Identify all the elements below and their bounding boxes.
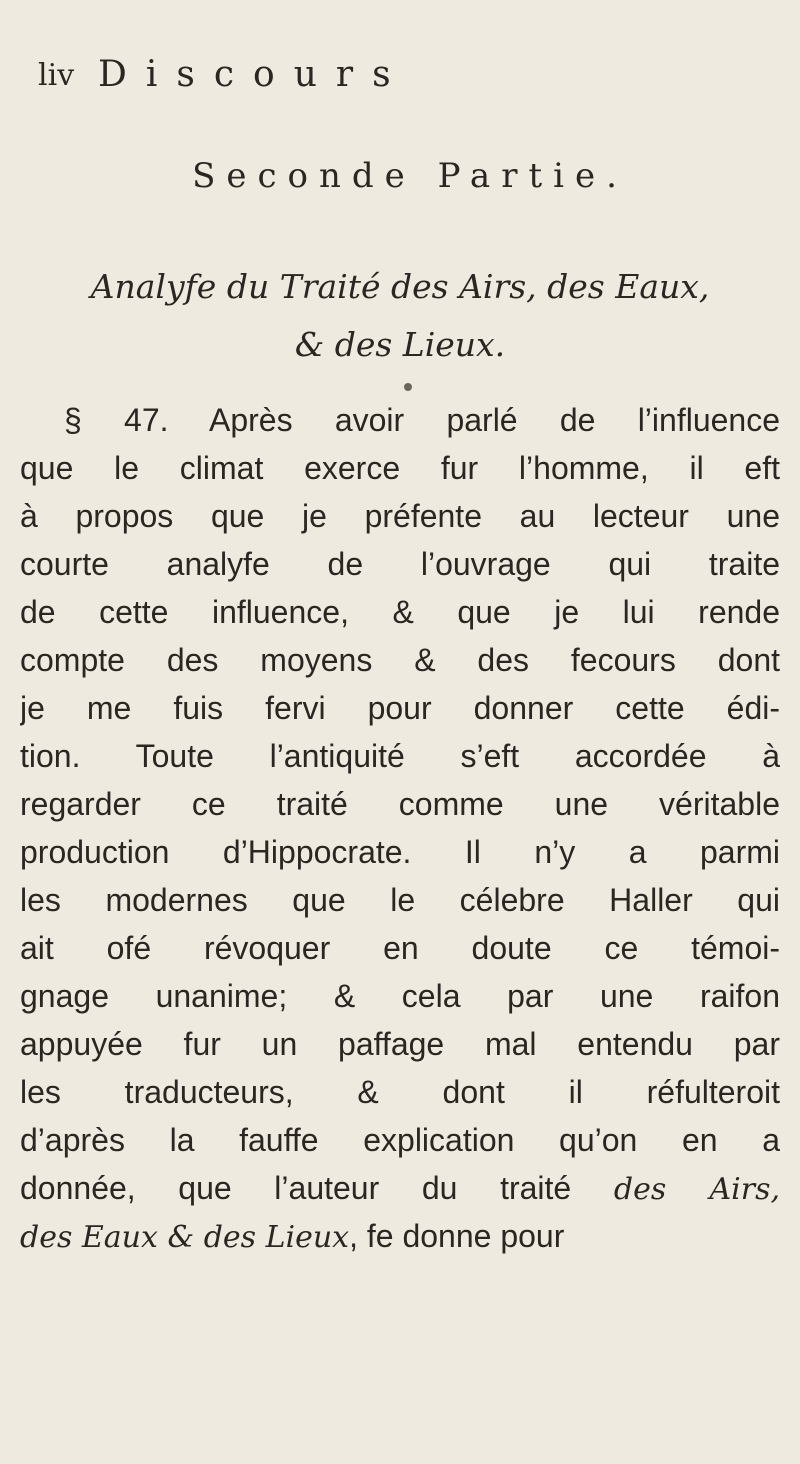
text-line: compte des moyens & des fecours dont — [20, 642, 780, 678]
italic-title-segment: des Airs, — [613, 1172, 780, 1207]
subtitle-line-1: Analyfe du Traité des Airs, des Eaux, — [90, 267, 710, 306]
subtitle-line-2: & des Lieux. — [294, 325, 506, 364]
text-line: les traducteurs, & dont il réfulteroit — [20, 1074, 780, 1110]
text-line: tion. Toute l’antiquité s’eft accordée à — [20, 738, 780, 774]
text-segment: donnée, que l’auteur du traité — [20, 1170, 572, 1206]
ornament-dot — [404, 383, 412, 391]
text-line: d’après la fauffe explication qu’on en a — [20, 1122, 780, 1158]
text-line: appuyée fur un paffage mal entendu par — [20, 1026, 780, 1062]
text-line: que le climat exerce fur l’homme, il eft — [20, 450, 780, 486]
page-number: liv — [38, 58, 75, 93]
text-line: courte analyfe de l’ouvrage qui traite — [20, 546, 780, 582]
section-title: Seconde Partie. — [192, 156, 628, 196]
text-line: ait ofé révoquer en doute ce témoi- — [20, 930, 780, 966]
text-segment: , fe donne pour — [349, 1218, 565, 1254]
section-subtitle — [40, 258, 760, 374]
body-paragraph — [20, 396, 780, 1260]
running-title: Discours — [98, 54, 410, 95]
text-line: de cette influence, & que je lui rende — [20, 594, 780, 630]
text-line: à propos que je préfente au lecteur une — [20, 498, 780, 534]
text-line-mixed — [20, 1212, 780, 1260]
text-line: je me fuis fervi pour donner cette édi- — [20, 690, 780, 726]
text-line: § 47. Après avoir parlé de l’influence — [64, 402, 780, 438]
text-line: regarder ce traité comme une véritable — [20, 786, 780, 822]
text-line: les modernes que le célebre Haller qui — [20, 882, 780, 918]
text-line-mixed — [20, 1164, 780, 1212]
text-line: production d’Hippocrate. Il n’y a parmi — [20, 834, 780, 870]
text-line: gnage unanime; & cela par une raifon — [20, 978, 780, 1014]
italic-title-segment: des Eaux & des Lieux — [20, 1220, 350, 1255]
